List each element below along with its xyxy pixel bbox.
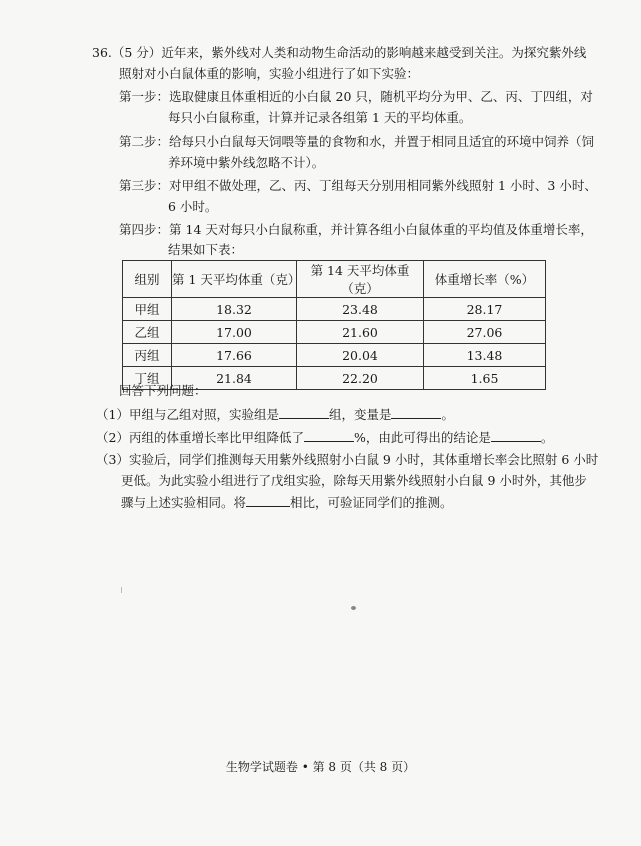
question-intro-line1: 36.（5 分）近年来，紫外线对人类和动物生命活动的影响越来越受到关注。为探究紫外线 bbox=[92, 45, 587, 60]
table-row bbox=[123, 321, 546, 344]
step-4-label: 第四步： bbox=[119, 222, 170, 237]
table-header-cell: 体重增长率（%） bbox=[424, 261, 546, 298]
answer-blank[interactable] bbox=[246, 494, 290, 507]
step-1-line2: 每只小白鼠称重，计算并记录各组第 1 天的平均体重。 bbox=[168, 110, 472, 125]
step-2-line1: 第二步：给每只小白鼠每天饲喂等量的食物和水，并置于相同且适宜的环境中饲养（饲 bbox=[119, 134, 595, 149]
table-cell: 17.00 bbox=[172, 321, 297, 344]
step-4-line1: 第四步：第 14 天对每只小白鼠称重，并计算各组小白鼠体重的平均值及体重增长率， bbox=[119, 222, 593, 237]
step-1-label: 第一步： bbox=[119, 89, 170, 104]
table-cell: 1.65 bbox=[424, 367, 546, 390]
question-intro-line2: 照射对小白鼠体重的影响，实验小组进行了如下实验： bbox=[119, 66, 420, 81]
sub-question-3-line1: （3）实验后，同学们推测每天用紫外线照射小白鼠 9 小时，其体重增长率会比照射 6 小时 bbox=[96, 452, 599, 467]
table-cell: 28.17 bbox=[424, 298, 546, 321]
table-cell: 13.48 bbox=[424, 344, 546, 367]
table-cell: 17.66 bbox=[172, 344, 297, 367]
sub-question-1: （1）甲组与乙组对照，实验组是 组，变量是 。 bbox=[96, 407, 454, 422]
table-cell: 丙组 bbox=[123, 344, 172, 367]
table-row bbox=[123, 298, 546, 321]
sub-question-3-line3: 骤与上述实验相同。将 相比，可验证同学们的推测。 bbox=[121, 495, 453, 510]
table-header-cell: 组别 bbox=[123, 261, 172, 298]
table-cell: 22.20 bbox=[297, 367, 424, 390]
answer-blank[interactable] bbox=[491, 429, 541, 442]
answer-blank[interactable] bbox=[279, 406, 329, 419]
table-cell: 乙组 bbox=[123, 321, 172, 344]
scan-mark bbox=[121, 587, 122, 593]
step-1-line1: 第一步：选取健康且体重相近的小白鼠 20 只，随机平均分为甲、乙、丙、丁四组，对 bbox=[119, 89, 593, 104]
sub-question-3-line2: 更低。为此实验小组进行了戊组实验，除每天用紫外线照射小白鼠 9 小时外，其他步 bbox=[121, 473, 587, 488]
step-2-label: 第二步： bbox=[119, 134, 170, 149]
step-3-line2: 6 小时。 bbox=[168, 199, 218, 214]
table-cell: 27.06 bbox=[424, 321, 546, 344]
sub-question-2: （2）丙组的体重增长率比甲组降低了 %，由此可得出的结论是 。 bbox=[96, 430, 554, 445]
table-cell: 18.32 bbox=[172, 298, 297, 321]
answer-blank[interactable] bbox=[304, 429, 354, 442]
answer-blank[interactable] bbox=[391, 406, 441, 419]
step-4-line2: 结果如下表： bbox=[168, 242, 244, 257]
answers-intro: 回答下列问题： bbox=[119, 383, 207, 398]
table-header-row bbox=[123, 261, 546, 298]
page-footer: 生物学试题卷 • 第 8 页（共 8 页） bbox=[225, 760, 416, 774]
table-header-cell: 第 14 天平均体重（克） bbox=[297, 261, 424, 298]
table-cell: 21.60 bbox=[297, 321, 424, 344]
table-cell: 甲组 bbox=[123, 298, 172, 321]
table-row bbox=[123, 344, 546, 367]
table-cell: 21.84 bbox=[172, 367, 297, 390]
question-number: 36.（5 分） bbox=[92, 45, 162, 60]
results-table bbox=[122, 260, 546, 390]
table-cell: 丁组 bbox=[123, 367, 172, 390]
step-2-line2: 养环境中紫外线忽略不计）。 bbox=[168, 155, 325, 170]
table-cell: 23.48 bbox=[297, 298, 424, 321]
scan-speck bbox=[351, 606, 356, 610]
table-header-cell: 第 1 天平均体重（克） bbox=[172, 261, 297, 298]
table-cell: 20.04 bbox=[297, 344, 424, 367]
step-3-line1: 第三步：对甲组不做处理，乙、丙、丁组每天分别用相同紫外线照射 1 小时、3 小时、 bbox=[119, 178, 597, 193]
step-3-label: 第三步： bbox=[119, 178, 170, 193]
